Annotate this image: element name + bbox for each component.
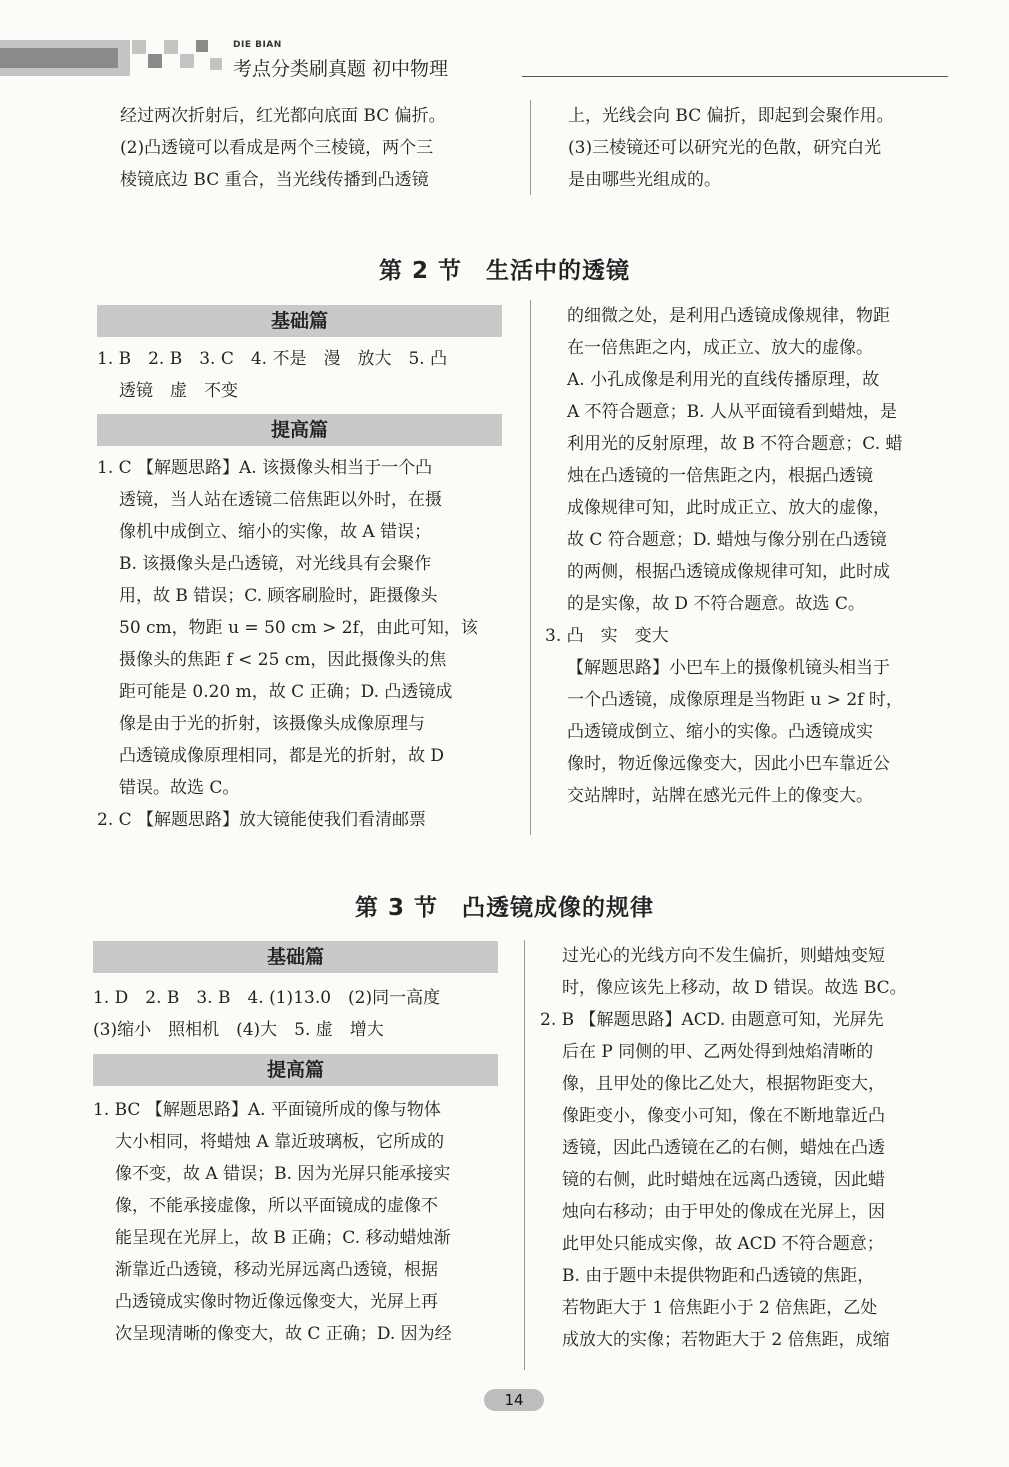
answer-line: 利用光的反射原理，故 B 不符合题意；C. 蜡 bbox=[567, 434, 903, 454]
answer-line: 透镜，因此凸透镜在乙的右侧，蜡烛在凸透 bbox=[562, 1138, 885, 1158]
answer-line: 的两侧，根据凸透镜成像规律可知，此时成 bbox=[567, 562, 890, 582]
answer-line: 能呈现在光屏上，故 B 正确；C. 移动蜡烛渐 bbox=[115, 1228, 451, 1248]
answer-line: 距可能是 0.20 m，故 C 正确；D. 凸透镜成 bbox=[119, 682, 453, 702]
text-line: 棱镜底边 BC 重合，当光线传播到凸透镜 bbox=[120, 170, 429, 190]
top-right-column bbox=[568, 100, 953, 196]
answer-line: 像时，物近像远像变大，因此小巴车靠近公 bbox=[567, 754, 890, 774]
answer-line: 凸透镜成像原理相同，都是光的折射，故 D bbox=[119, 746, 445, 766]
answer-line: 烛向右移动；由于甲处的像成在光屏上，因 bbox=[562, 1202, 885, 1222]
answer-line: 此甲处只能成实像，故 ACD 不符合题意； bbox=[562, 1234, 884, 1254]
answer-line: 2. B 【解题思路】ACD. 由题意可知，光屏先 bbox=[540, 1010, 884, 1030]
answer-line: 一个凸透镜，成像原理是当物距 u > 2f 时， bbox=[567, 690, 903, 710]
answer-line: 若物距大于 1 倍焦距小于 2 倍焦距，乙处 bbox=[562, 1298, 878, 1318]
answer-line: 【解题思路】小巴车上的摄像机镜头相当于 bbox=[567, 658, 890, 678]
answer-line: 凸透镜成倒立、缩小的实像。凸透镜成实 bbox=[567, 722, 873, 742]
section-3-title: 第 3 节 凸透镜成像的规律 bbox=[354, 895, 655, 921]
basic-banner: 基础篇 bbox=[93, 941, 498, 973]
answer-line: 烛在凸透镜的一倍焦距之内，根据凸透镜 bbox=[567, 466, 873, 486]
answer-line: 在一倍焦距之内，成正立、放大的虚像。 bbox=[567, 338, 873, 358]
answer-line: 像机中成倒立、缩小的实像，故 A 错误； bbox=[119, 522, 432, 542]
advanced-banner: 提高篇 bbox=[93, 1054, 498, 1086]
header-decoration bbox=[0, 40, 225, 76]
answer-line: 成像规律可知，此时成正立、放大的虚像， bbox=[567, 498, 890, 518]
answer-line: 交站牌时，站牌在感光元件上的像变大。 bbox=[567, 786, 873, 806]
answer-line: A 不符合题意；B. 人从平面镜看到蜡烛，是 bbox=[567, 402, 897, 422]
page-number: 14 bbox=[484, 1389, 544, 1411]
column-divider bbox=[530, 100, 531, 195]
answer-line: 错误。故选 C。 bbox=[119, 778, 240, 798]
answer-line: 后在 P 同侧的甲、乙两处得到烛焰清晰的 bbox=[562, 1042, 874, 1062]
section-2-right bbox=[545, 300, 955, 812]
answer-line: B. 由于题中未提供物距和凸透镜的焦距， bbox=[562, 1266, 875, 1286]
answer-line: 1. BC 【解题思路】A. 平面镜所成的像与物体 bbox=[93, 1100, 441, 1120]
answer-line: 凸透镜成实像时物近像远像变大，光屏上再 bbox=[115, 1292, 438, 1312]
answer-line: 过光心的光线方向不发生偏折，则蜡烛变短 bbox=[562, 946, 885, 966]
answer-line: 渐靠近凸透镜，移动光屏远离凸透镜，根据 bbox=[115, 1260, 438, 1280]
answer-line: 1. C 【解题思路】A. 该摄像头相当于一个凸 bbox=[97, 458, 433, 478]
text-line: (2)凸透镜可以看成是两个三棱镜，两个三 bbox=[120, 138, 434, 158]
section-3-advanced-left bbox=[93, 1094, 508, 1350]
answer-line: 的细微之处，是利用凸透镜成像规律，物距 bbox=[567, 306, 890, 326]
brand-small: DIE BIAN bbox=[233, 40, 282, 50]
answer-line: 像，不能承接虚像，所以平面镜成的虚像不 bbox=[115, 1196, 438, 1216]
answer-line: 成放大的实像；若物距大于 2 倍焦距，成缩 bbox=[562, 1330, 890, 1350]
column-divider bbox=[524, 940, 525, 1370]
advanced-banner: 提高篇 bbox=[97, 414, 502, 446]
text-line: 经过两次折射后，红光都向底面 BC 偏折。 bbox=[120, 106, 446, 126]
book-title: 考点分类刷真题 初中物理 bbox=[233, 58, 449, 80]
basic-banner: 基础篇 bbox=[97, 305, 502, 337]
answer-line: 用，故 B 错误；C. 顾客刷脸时，距摄像头 bbox=[119, 586, 438, 606]
section-3-basic-answers bbox=[93, 982, 508, 1046]
column-divider bbox=[530, 300, 531, 835]
answer-line: 故 C 符合题意；D. 蜡烛与像分别在凸透镜 bbox=[567, 530, 887, 550]
answer-line: 时，像应该先上移动，故 D 错误。故选 BC。 bbox=[562, 978, 907, 998]
top-left-column bbox=[120, 100, 505, 196]
text-line: (3)三棱镜还可以研究光的色散，研究白光 bbox=[568, 138, 882, 158]
answer-line: 镜的右侧，此时蜡烛在远离凸透镜，因此蜡 bbox=[562, 1170, 885, 1190]
text-line: 是由哪些光组成的。 bbox=[568, 170, 721, 190]
answer-line: 2. C 【解题思路】放大镜能使我们看清邮票 bbox=[97, 810, 427, 830]
section-2-basic-answers bbox=[97, 343, 507, 407]
section-3-right bbox=[540, 940, 955, 1356]
answer-line: 透镜 虚 不变 bbox=[119, 381, 238, 401]
header-rule bbox=[522, 76, 948, 77]
answer-line: 的是实像，故 D 不符合题意。故选 C。 bbox=[567, 594, 865, 614]
section-2-advanced-left bbox=[97, 452, 507, 836]
answer-line: 像，且甲处的像比乙处大，根据物距变大， bbox=[562, 1074, 885, 1094]
answer-line: 次呈现清晰的像变大，故 C 正确；D. 因为经 bbox=[115, 1324, 452, 1344]
answer-line: A. 小孔成像是利用光的直线传播原理，故 bbox=[567, 370, 880, 390]
answer-line: 1. D 2. B 3. B 4. (1)13.0 (2)同一高度 bbox=[93, 988, 441, 1008]
answer-line: 1. B 2. B 3. C 4. 不是 漫 放大 5. 凸 bbox=[97, 349, 448, 369]
answer-line: (3)缩小 照相机 (4)大 5. 虚 增大 bbox=[93, 1020, 384, 1040]
text-line: 上，光线会向 BC 偏折，即起到会聚作用。 bbox=[568, 106, 894, 126]
answer-line: 50 cm，物距 u = 50 cm > 2f，由此可知，该 bbox=[119, 618, 478, 638]
section-2-title: 第 2 节 生活中的透镜 bbox=[378, 258, 631, 284]
answer-line: 大小相同，将蜡烛 A 靠近玻璃板，它所成的 bbox=[115, 1132, 445, 1152]
answer-line: 像不变，故 A 错误；B. 因为光屏只能承接实 bbox=[115, 1164, 451, 1184]
answer-line: 透镜，当人站在透镜二倍焦距以外时，在摄 bbox=[119, 490, 442, 510]
answer-line: 像距变小，像变小可知，像在不断地靠近凸 bbox=[562, 1106, 885, 1126]
answer-line: 3. 凸 实 变大 bbox=[545, 626, 669, 646]
answer-line: 像是由于光的折射，该摄像头成像原理与 bbox=[119, 714, 425, 734]
answer-line: B. 该摄像头是凸透镜，对光线具有会聚作 bbox=[119, 554, 432, 574]
answer-line: 摄像头的焦距 f < 25 cm，因此摄像头的焦 bbox=[119, 650, 447, 670]
